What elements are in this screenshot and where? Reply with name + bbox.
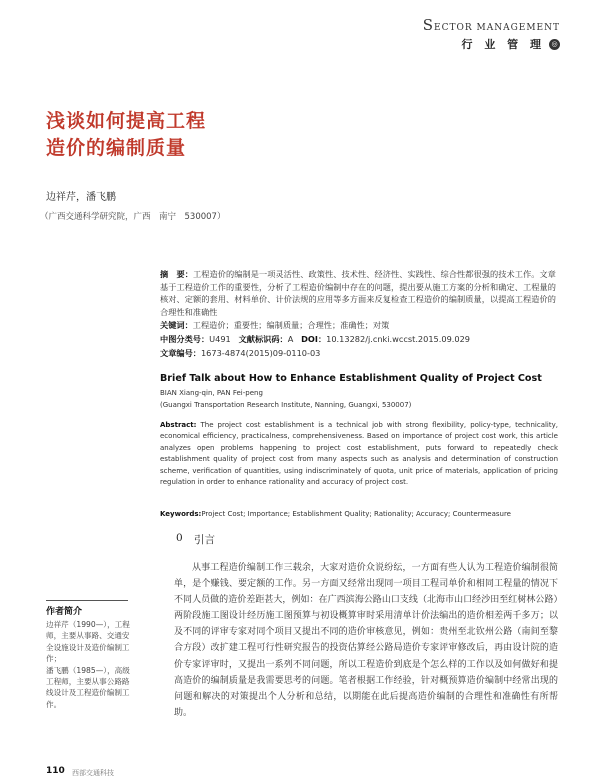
authors: 边祥芹，潘飞鹏	[46, 192, 116, 203]
author-bio-line: 潘飞鹏（1985—），高级工程师，主要从事公路路线设计及工程造价编制工作。	[46, 665, 130, 709]
keywords-en: Keywords:Project Cost; Importance; Establishment Quality; Rationality; Accuracy; Countermeasure	[160, 510, 511, 518]
section-title: 引言	[194, 534, 215, 546]
author-bio-line: 边祥芹（1990—），工程师，主要从事路、交通安全设施设计及造价编制工作；	[46, 620, 130, 664]
author-bio-heading: 作者简介	[46, 607, 83, 617]
english-authors: BIAN Xiang-qin, PAN Fei-peng	[160, 389, 263, 397]
bio-divider	[46, 600, 128, 601]
page-number: 110	[46, 766, 65, 776]
author-bio	[46, 604, 130, 710]
abstract-en: Abstract: The project cost establishment is a technical job with strong flexibility, policy-type, technicality, economical efficiency, practicalness, comprehensiveness. Based on importance of project cost work, this article analyzes open problems happening to project cost establishment, puts forward to repeatedly check establishment quality of project cost from many aspects such as analysis and determination of construction scheme, verification of quantities, using indiscriminately of quota, unit price of materials, application of pricing regulation in order to enhance rationality and accuracy of project cost.	[160, 421, 558, 487]
article-title: 浅谈如何提高工程 造价的编制质量	[46, 110, 207, 159]
english-affiliation: (Guangxi Transportation Research Institute, Nanning, Guangxi, 530007)	[160, 401, 412, 409]
section-badge-icon: ◎	[549, 39, 560, 50]
article-number-line: 文章编号：1673-4874(2015)09-0110-03	[160, 348, 321, 358]
affiliation: （广西交通科学研究院，广西 南宁 530007）	[40, 212, 226, 222]
classification-line: 中图分类号：U491 文献标识码：A DOI：10.13282/j.cnki.wccst.2015.09.029	[160, 334, 471, 344]
keywords-zh: 关键词：工程造价；重要性；编制质量；合理性；准确性；对策	[160, 320, 390, 330]
section-name-zh: 行 业 管 理 ◎	[423, 36, 560, 52]
body-paragraph: 从事工程造价编制工作三载余，大家对造价众说纷纭，一方面有些人认为工程造价编制很简单，是个赚钱、要定额的工作。另一方面又经常出现同一项目工程司单价和相同工程量的情况下不同人员做的造价差距甚大，例如：在广西滨海公路山口支线（北海市山口经沙田至红树林公路）两阶段施工图设计经历施工图预算与初设概算审时采用清单计价法编出的造价相差两千多万；以及不同的评审专家对同个项目又提出不同的造价审核意见，例如：贵州至北钦州公路（南间至黎合方段）改扩建工程可行性研究报告的投资估算经公路局造价专家评审修改后，再由设计院的造价专家评审时，又提出一系列不同问题，所以工程造价到底是个怎么样的工作以及如何做好和提高造价的编制质量是我需要思考的问题。笔者根据工作经验，针对概预算造价编制中经常出现的问题和解决的对策提出个人分析和总结，以期能在此后提高造价编制的合理性和准确性有所帮助。	[174, 563, 558, 718]
section-name-en: SECTOR MANAGEMENT	[422, 16, 560, 34]
footer-journal: 西部交通科技	[72, 769, 114, 777]
section-header	[423, 16, 560, 52]
abstract-zh: 摘 要：工程造价的编制是一项灵活性、政策性、技术性、经济性、实践性、综合性都很强的技术工作。文章基于工程造价工作的重要性，分析了工程造价编制中存在的问题，提出要从施工方案的分析和确定、工程量的核对、定额的套用、材料单价、计价法规的应用等多方面来反复检查工程造价的编制质量，以提高工程造价的合理性和准确性	[160, 269, 556, 317]
section-number: 0	[176, 532, 183, 544]
english-title: Brief Talk about How to Enhance Establishment Quality of Project Cost	[160, 373, 542, 384]
